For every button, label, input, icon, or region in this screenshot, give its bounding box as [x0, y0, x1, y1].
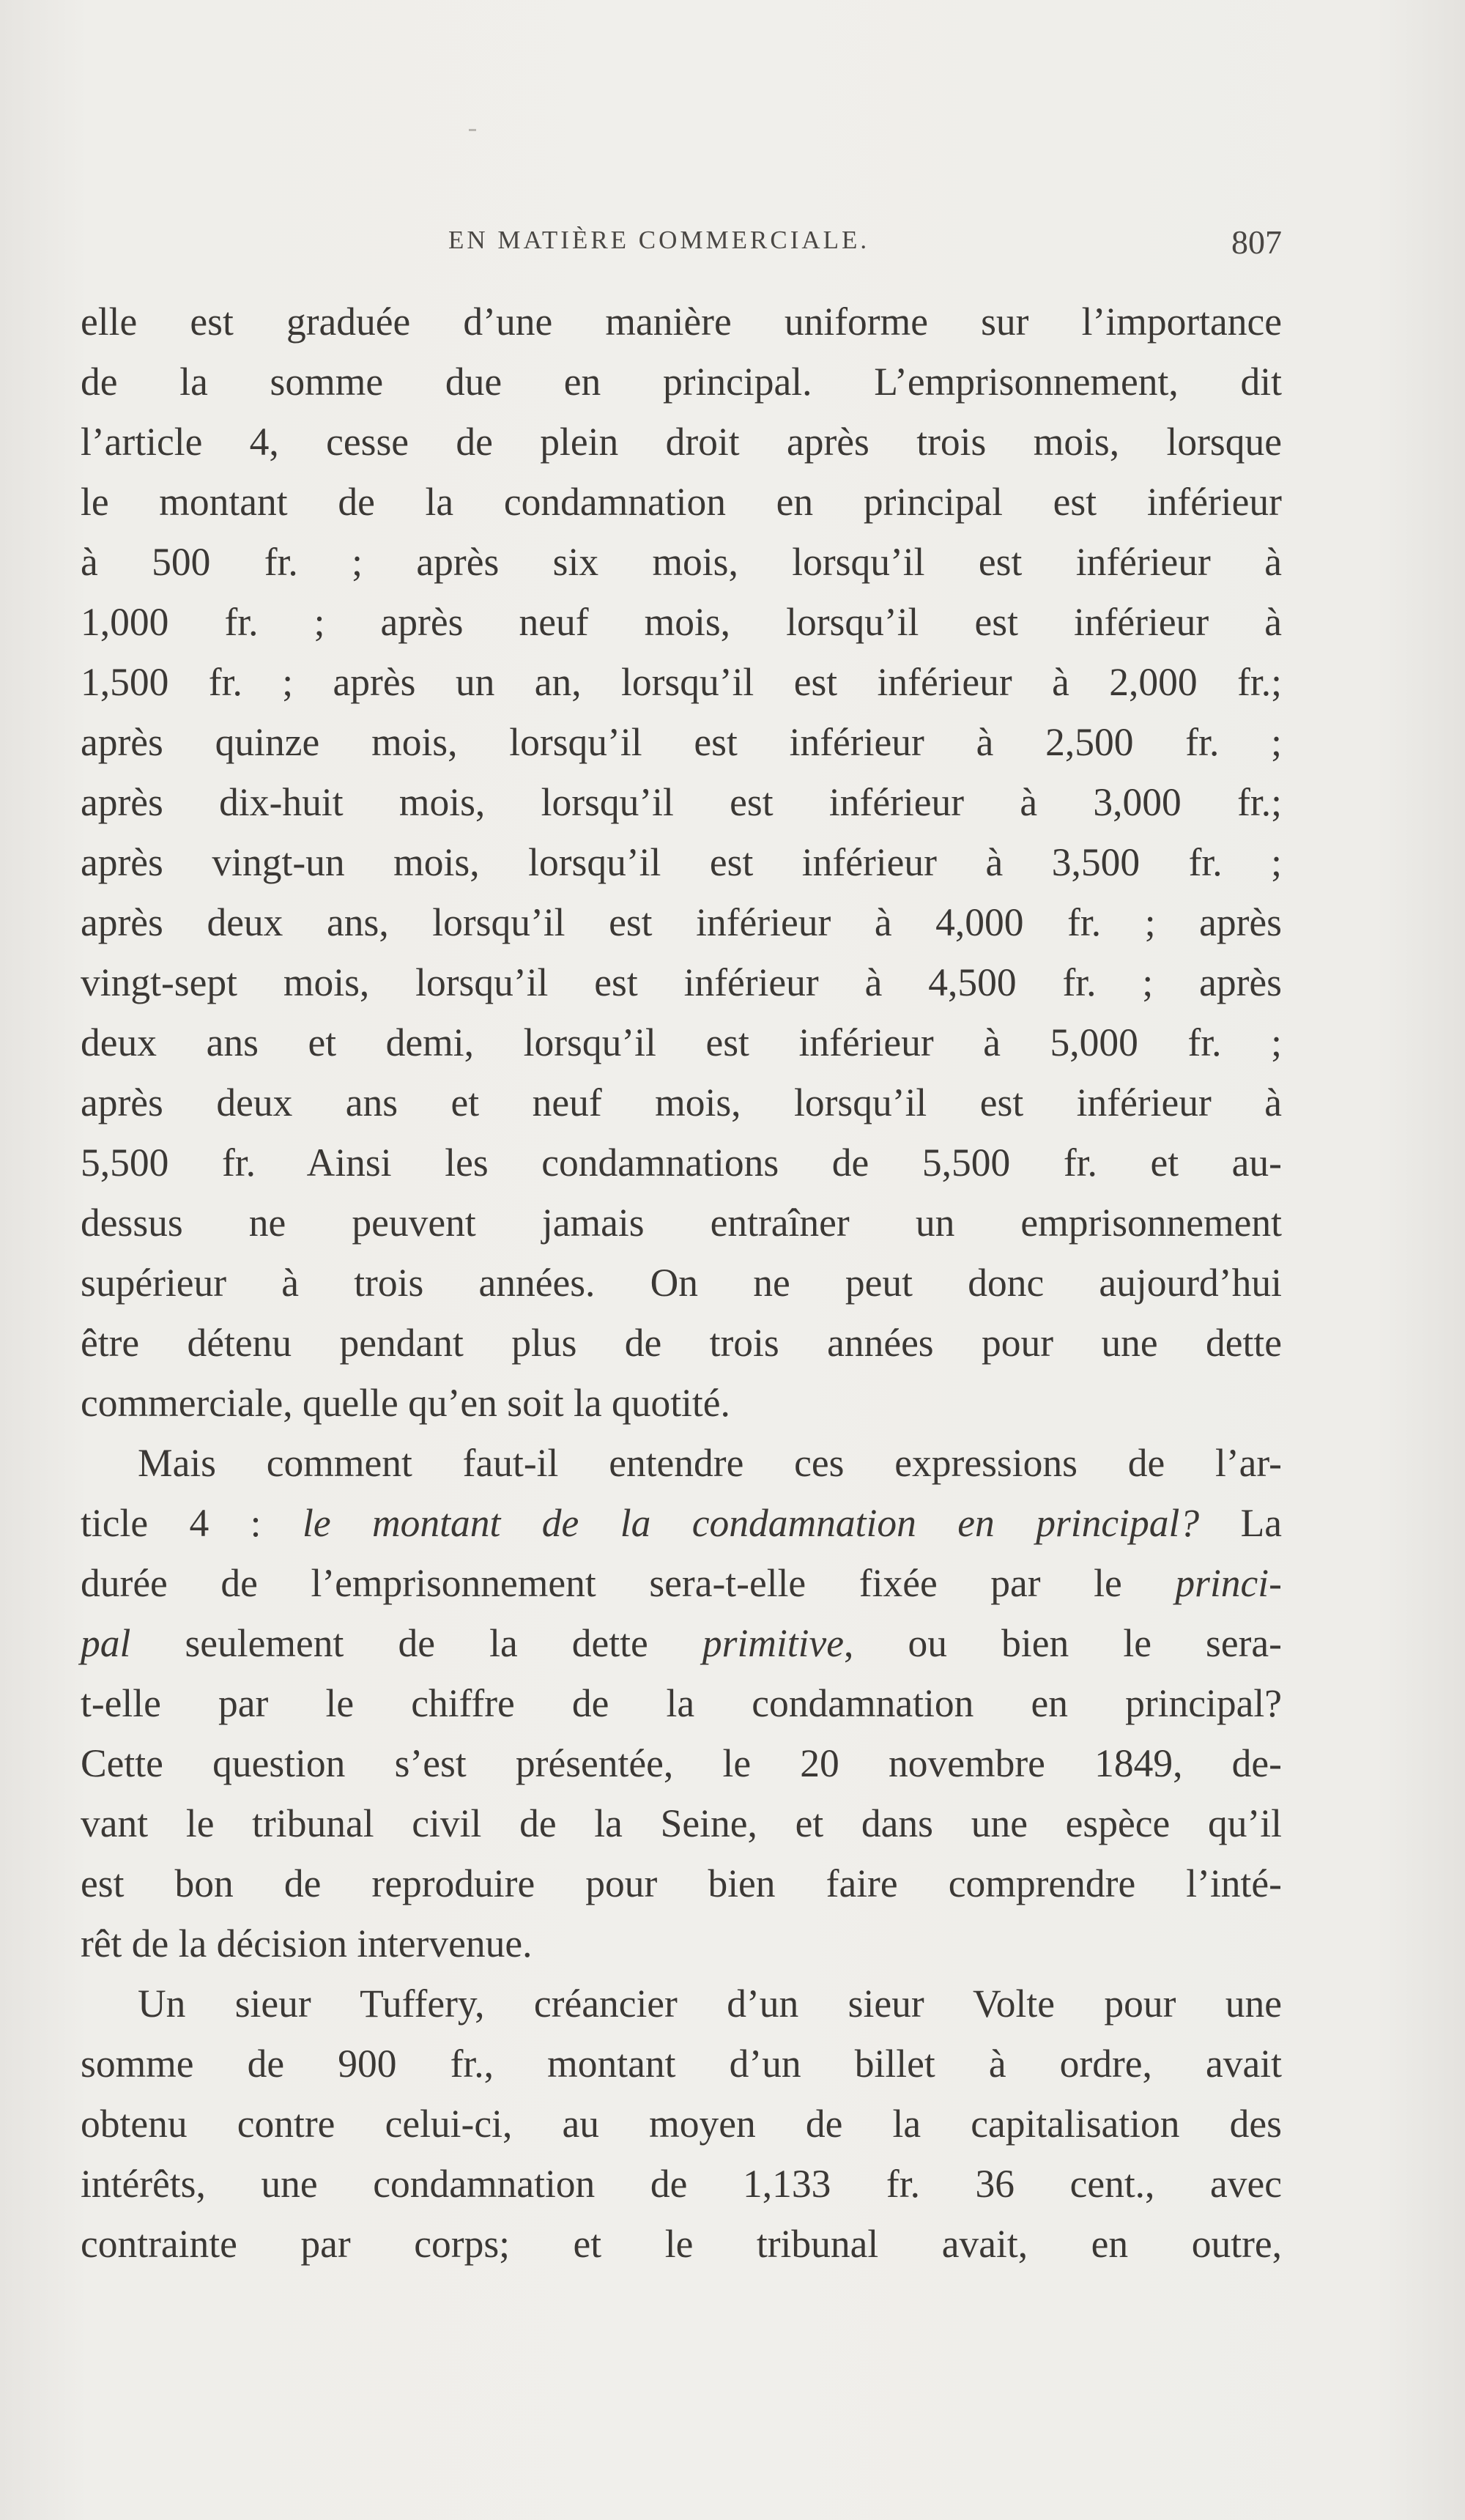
text-line: après dix-huit mois, lorsqu’il est inférieur à 3,000 fr.; [81, 780, 1282, 824]
text-line: après deux ans, lorsqu’il est inférieur à 4,000 fr. ; après [81, 900, 1282, 944]
text-line: commerciale, quelle qu’en soit la quotité. [81, 1381, 730, 1425]
text-line: l’article 4, cesse de plein droit après trois mois, lorsque [81, 420, 1282, 464]
running-title: EN MATIÈRE COMMERCIALE. [448, 226, 870, 254]
text-span: La [1199, 1501, 1282, 1545]
text-line: elle est graduée d’une manière uniforme sur l’importance [81, 300, 1282, 344]
text-line: 5,500 fr. Ainsi les condamnations de 5,500 fr. et au- [81, 1141, 1282, 1185]
text-line: après vingt-un mois, lorsqu’il est inférieur à 3,500 fr. ; [81, 840, 1282, 884]
text-line: Un sieur Tuffery, créancier d’un sieur Volte pour une [138, 1982, 1282, 2026]
text-span: durée de l’emprisonnement sera-t-elle fixée par le [81, 1561, 1176, 1605]
text-line: Cette question s’est présentée, le 20 novembre 1849, de- [81, 1741, 1282, 1785]
text-line: Mais comment faut-il entendre ces expressions de l’ar- [138, 1441, 1282, 1485]
text-line: le montant de la condamnation en principal est inférieur [81, 480, 1282, 524]
text-line: somme de 900 fr., montant d’un billet à ordre, avait [81, 2042, 1282, 2086]
text-line: supérieur à trois années. On ne peut donc aujourd’hui [81, 1261, 1282, 1305]
text-line: intérêts, une condamnation de 1,133 fr. 36 cent., avec [81, 2162, 1282, 2206]
text-line: après deux ans et neuf mois, lorsqu’il est inférieur à [81, 1081, 1282, 1124]
text-line [81, 1613, 1282, 1673]
text-line: obtenu contre celui-ci, au moyen de la capitalisation des [81, 2102, 1282, 2146]
text-line: à 500 fr. ; après six mois, lorsqu’il est inférieur à [81, 540, 1282, 584]
text-line: vingt-sept mois, lorsqu’il est inférieur à 4,500 fr. ; après [81, 960, 1282, 1004]
text-line: est bon de reproduire pour bien faire comprendre l’inté- [81, 1861, 1282, 1905]
running-header [81, 223, 1282, 270]
italic-phrase: pal [81, 1621, 131, 1665]
italic-phrase: le montant de la condamnation en principal? [302, 1501, 1200, 1545]
text-span: seulement de la dette [130, 1621, 702, 1665]
text-line: de la somme due en principal. L’emprisonnement, dit [81, 360, 1282, 404]
paragraph-3 [81, 1974, 1282, 2274]
text-span: , ou bien le sera- [844, 1621, 1282, 1665]
paragraph-2 [81, 1433, 1282, 1974]
text-line [81, 1553, 1282, 1613]
text-line: 1,000 fr. ; après neuf mois, lorsqu’il est inférieur à [81, 600, 1282, 644]
text-line: vant le tribunal civil de la Seine, et dans une espèce qu’il [81, 1801, 1282, 1845]
italic-phrase: primitive [702, 1621, 845, 1665]
text-line: deux ans et demi, lorsqu’il est inférieur à 5,000 fr. ; [81, 1020, 1282, 1064]
text-line: 1,500 fr. ; après un an, lorsqu’il est inférieur à 2,000 fr.; [81, 660, 1282, 704]
text-span: ticle 4 : [81, 1501, 303, 1545]
text-line: être détenu pendant plus de trois années pour une dette [81, 1321, 1282, 1365]
text-line: dessus ne peuvent jamais entraîner un emprisonnement [81, 1201, 1282, 1245]
text-line: t-elle par le chiffre de la condamnation en principal? [81, 1681, 1282, 1725]
paragraph-1 [81, 292, 1282, 1433]
text-line [81, 1493, 1282, 1553]
text-line: contrainte par corps; et le tribunal avait, en outre, [81, 2222, 1282, 2266]
page-number: 807 [1231, 223, 1282, 261]
body-text [81, 292, 1282, 2274]
text-line: après quinze mois, lorsqu’il est inférieur à 2,500 fr. ; [81, 720, 1282, 764]
text-line: rêt de la décision intervenue. [81, 1922, 533, 1965]
italic-phrase: princi- [1175, 1561, 1282, 1605]
printer-mark [469, 129, 476, 131]
